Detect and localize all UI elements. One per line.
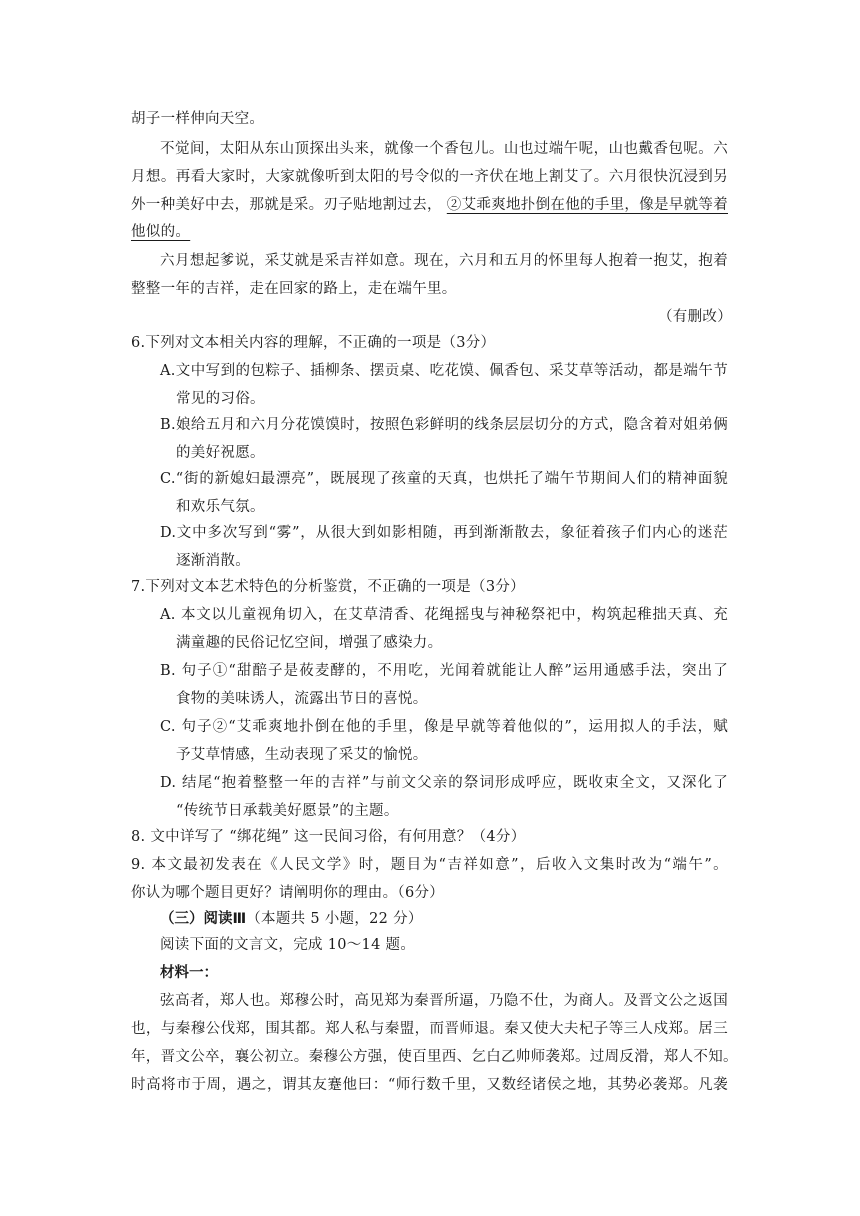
question-9: 9. 本文最初发表在《人民文学》时，题目为“吉祥如意”，后收入文集时改为“端午”。 xyxy=(131,857,728,873)
passage-line: 整整一年的吉祥，走在回家的路上，走在端午里。 xyxy=(131,281,457,297)
classical-line: 弦高者，郑人也。郑穆公时，高见郑为秦晋所逼，乃隐不仕，为商人。及晋文公之返国 xyxy=(160,993,728,1009)
q7-option-c: C. 句子②“艾乖爽地扑倒在他的手里，像是早就等着他似的”，运用拟人的手法，赋 xyxy=(160,719,728,735)
classical-line: 也，与秦穆公伐郑，围其都。郑人私与秦盟，而晋师退。秦又使大夫杞子等三人戍郑。居三 xyxy=(131,1021,728,1037)
passage-text: 外一种美好中去，那就是采。刃子贴地割过去， xyxy=(131,197,442,213)
q6-option-d: D.文中多次写到“雾”，从很大到如影相随，再到渐渐散去，象征着孩子们内心的迷茫 xyxy=(160,525,728,541)
q6-option-c: C.“街的新媳妇最漂亮”，既展现了孩童的天真，也烘托了端午节期间人们的精神面貌 xyxy=(160,471,728,487)
q6-option-a-cont: 常见的习俗。 xyxy=(176,391,265,407)
passage-line xyxy=(131,195,728,215)
material-label: 材料一： xyxy=(160,965,218,981)
question-6-stem: 6.下列对文本相关内容的理解，不正确的一项是（3分） xyxy=(131,335,496,351)
passage-line: 月想。再看大家时，大家就像听到太阳的号令似的一齐伏在地上割艾了。六月很快沉浸到另 xyxy=(131,169,728,185)
section-heading xyxy=(160,909,423,929)
passage-line: 不觉间，太阳从东山顶探出头来，就像一个香包儿。山也过端午呢，山也戴香包呢。六 xyxy=(160,141,728,157)
section-title: （三）阅读Ⅲ xyxy=(160,911,247,927)
underlined-sentence: ②艾乖爽地扑倒在他的手里，像是早就等着 xyxy=(446,197,728,213)
q6-option-a: A.文中写到的包粽子、插柳条、摆贡桌、吃花馍、佩香包、采艾草等活动，都是端午节 xyxy=(160,363,728,379)
q6-option-c-cont: 和欢乐气氛。 xyxy=(176,499,265,515)
q7-option-d: D. 结尾“抱着整整一年的吉祥”与前文父亲的祭词形成呼应，既收束全文，又深化了 xyxy=(160,775,728,791)
classical-line: 年，晋文公卒，襄公初立。秦穆公方强，使百里西、乞白乙帅师袭郑。过周反滑，郑人不知。 xyxy=(131,1049,738,1065)
q7-option-a: A. 本文以儿童视角切入，在艾草清香、花绳摇曳与神秘祭祀中，构筑起稚拙天真、充 xyxy=(160,607,728,623)
q6-option-b: B.娘给五月和六月分花馍馍时，按照色彩鲜明的线条层层切分的方式，隐含着对姐弟俩 xyxy=(160,417,728,433)
question-8: 8. 文中详写了 “绑花绳” 这一民间习俗，有何用意？（4分） xyxy=(131,829,526,845)
q7-option-c-cont: 予艾草情感，生动表现了采艾的愉悦。 xyxy=(176,747,428,763)
passage-line: 六月想起爹说，采艾就是采吉祥如意。现在，六月和五月的怀里每人抱着一抱艾，抱着 xyxy=(160,253,728,269)
section-note: （本题共 5 小题，22 分） xyxy=(246,911,423,927)
classical-line: 时高将市于周，遇之，谓其友蹇他曰：“师行数千里，又数经诸侯之地，其势必袭郑。凡袭 xyxy=(131,1077,728,1093)
q7-option-a-cont: 满童趣的民俗记忆空间，增强了感染力。 xyxy=(176,635,443,651)
passage-line: 胡子一样伸向天空。 xyxy=(131,111,265,127)
q6-option-d-cont: 逐渐消散。 xyxy=(176,553,250,569)
question-9-cont: 你认为哪个题目更好？请阐明你的理由。（6分） xyxy=(131,885,445,901)
q6-option-b-cont: 的美好祝愿。 xyxy=(176,445,265,461)
question-7-stem: 7.下列对文本艺术特色的分析鉴赏，不正确的一项是（3分） xyxy=(131,579,525,595)
source-note: （有删改） xyxy=(658,309,732,325)
underlined-sentence: 他似的。 xyxy=(131,224,191,240)
q7-option-d-cont: “传统节日承载美好愿景”的主题。 xyxy=(176,803,399,819)
section-instruction: 阅读下面的文言文，完成 10～14 题。 xyxy=(160,937,416,953)
q7-option-b: B. 句子①“甜醅子是莜麦酵的，不用吃，光闻着就能让人醉”运用通感手法，突出了 xyxy=(160,663,728,679)
q7-option-b-cont: 食物的美味诱人，流露出节日的喜悦。 xyxy=(176,691,428,707)
